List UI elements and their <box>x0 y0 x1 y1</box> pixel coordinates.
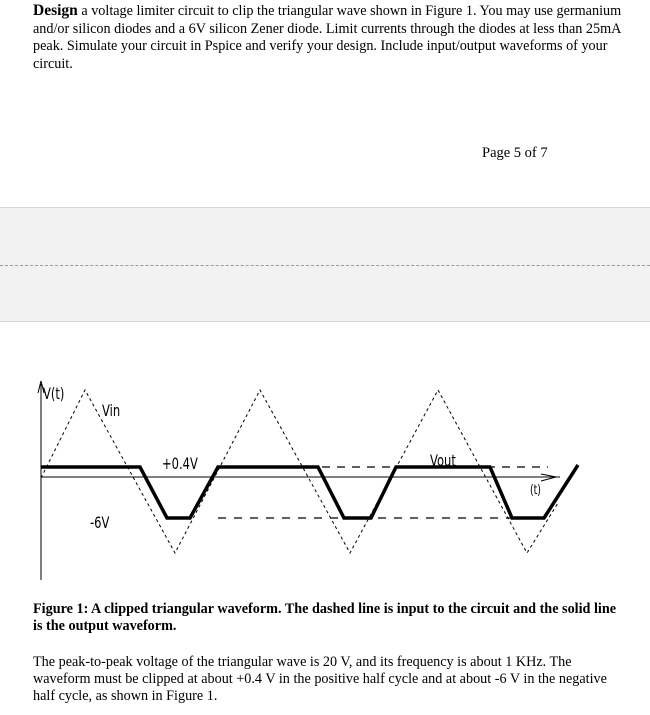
time-label: (t) <box>530 481 541 498</box>
page-indicator: Page 5 of 7 <box>482 145 548 161</box>
body-paragraph: The peak-to-peak voltage of the triangular wave is 20 V, and its frequency is about 1 KHz. The waveform must be clipped at about +0.4 V in the positive half cycle and at about -6 V in the negative half cycle, as shown in Figure 1. <box>33 654 607 704</box>
input-label: Vin <box>102 402 121 421</box>
output-waveform <box>41 465 578 518</box>
page-break-line <box>0 265 650 266</box>
intro-lead: Design <box>33 2 78 19</box>
pos-clip-label: +0.4V <box>162 455 198 474</box>
figure-caption: Figure 1: A clipped triangular waveform. The dashed line is input to the circuit and the solid line is the output waveform. <box>33 601 617 634</box>
neg-clip-label: -6V <box>90 514 110 533</box>
page-gap <box>0 207 650 322</box>
intro-paragraph <box>33 2 623 73</box>
output-label: Vout <box>430 452 456 471</box>
y-axis-label: V(t) <box>43 385 65 404</box>
intro-text: a voltage limiter circuit to clip the triangular wave shown in Figure 1. You may use germanium and/or silicon diodes and a 6V silicon Zener diode. Limit currents through the diodes at less than 25mA peak. Simulate your circuit in Pspice and verify your design. Include input/output waveforms of your circuit. <box>33 3 622 72</box>
waveform-figure <box>0 360 650 590</box>
